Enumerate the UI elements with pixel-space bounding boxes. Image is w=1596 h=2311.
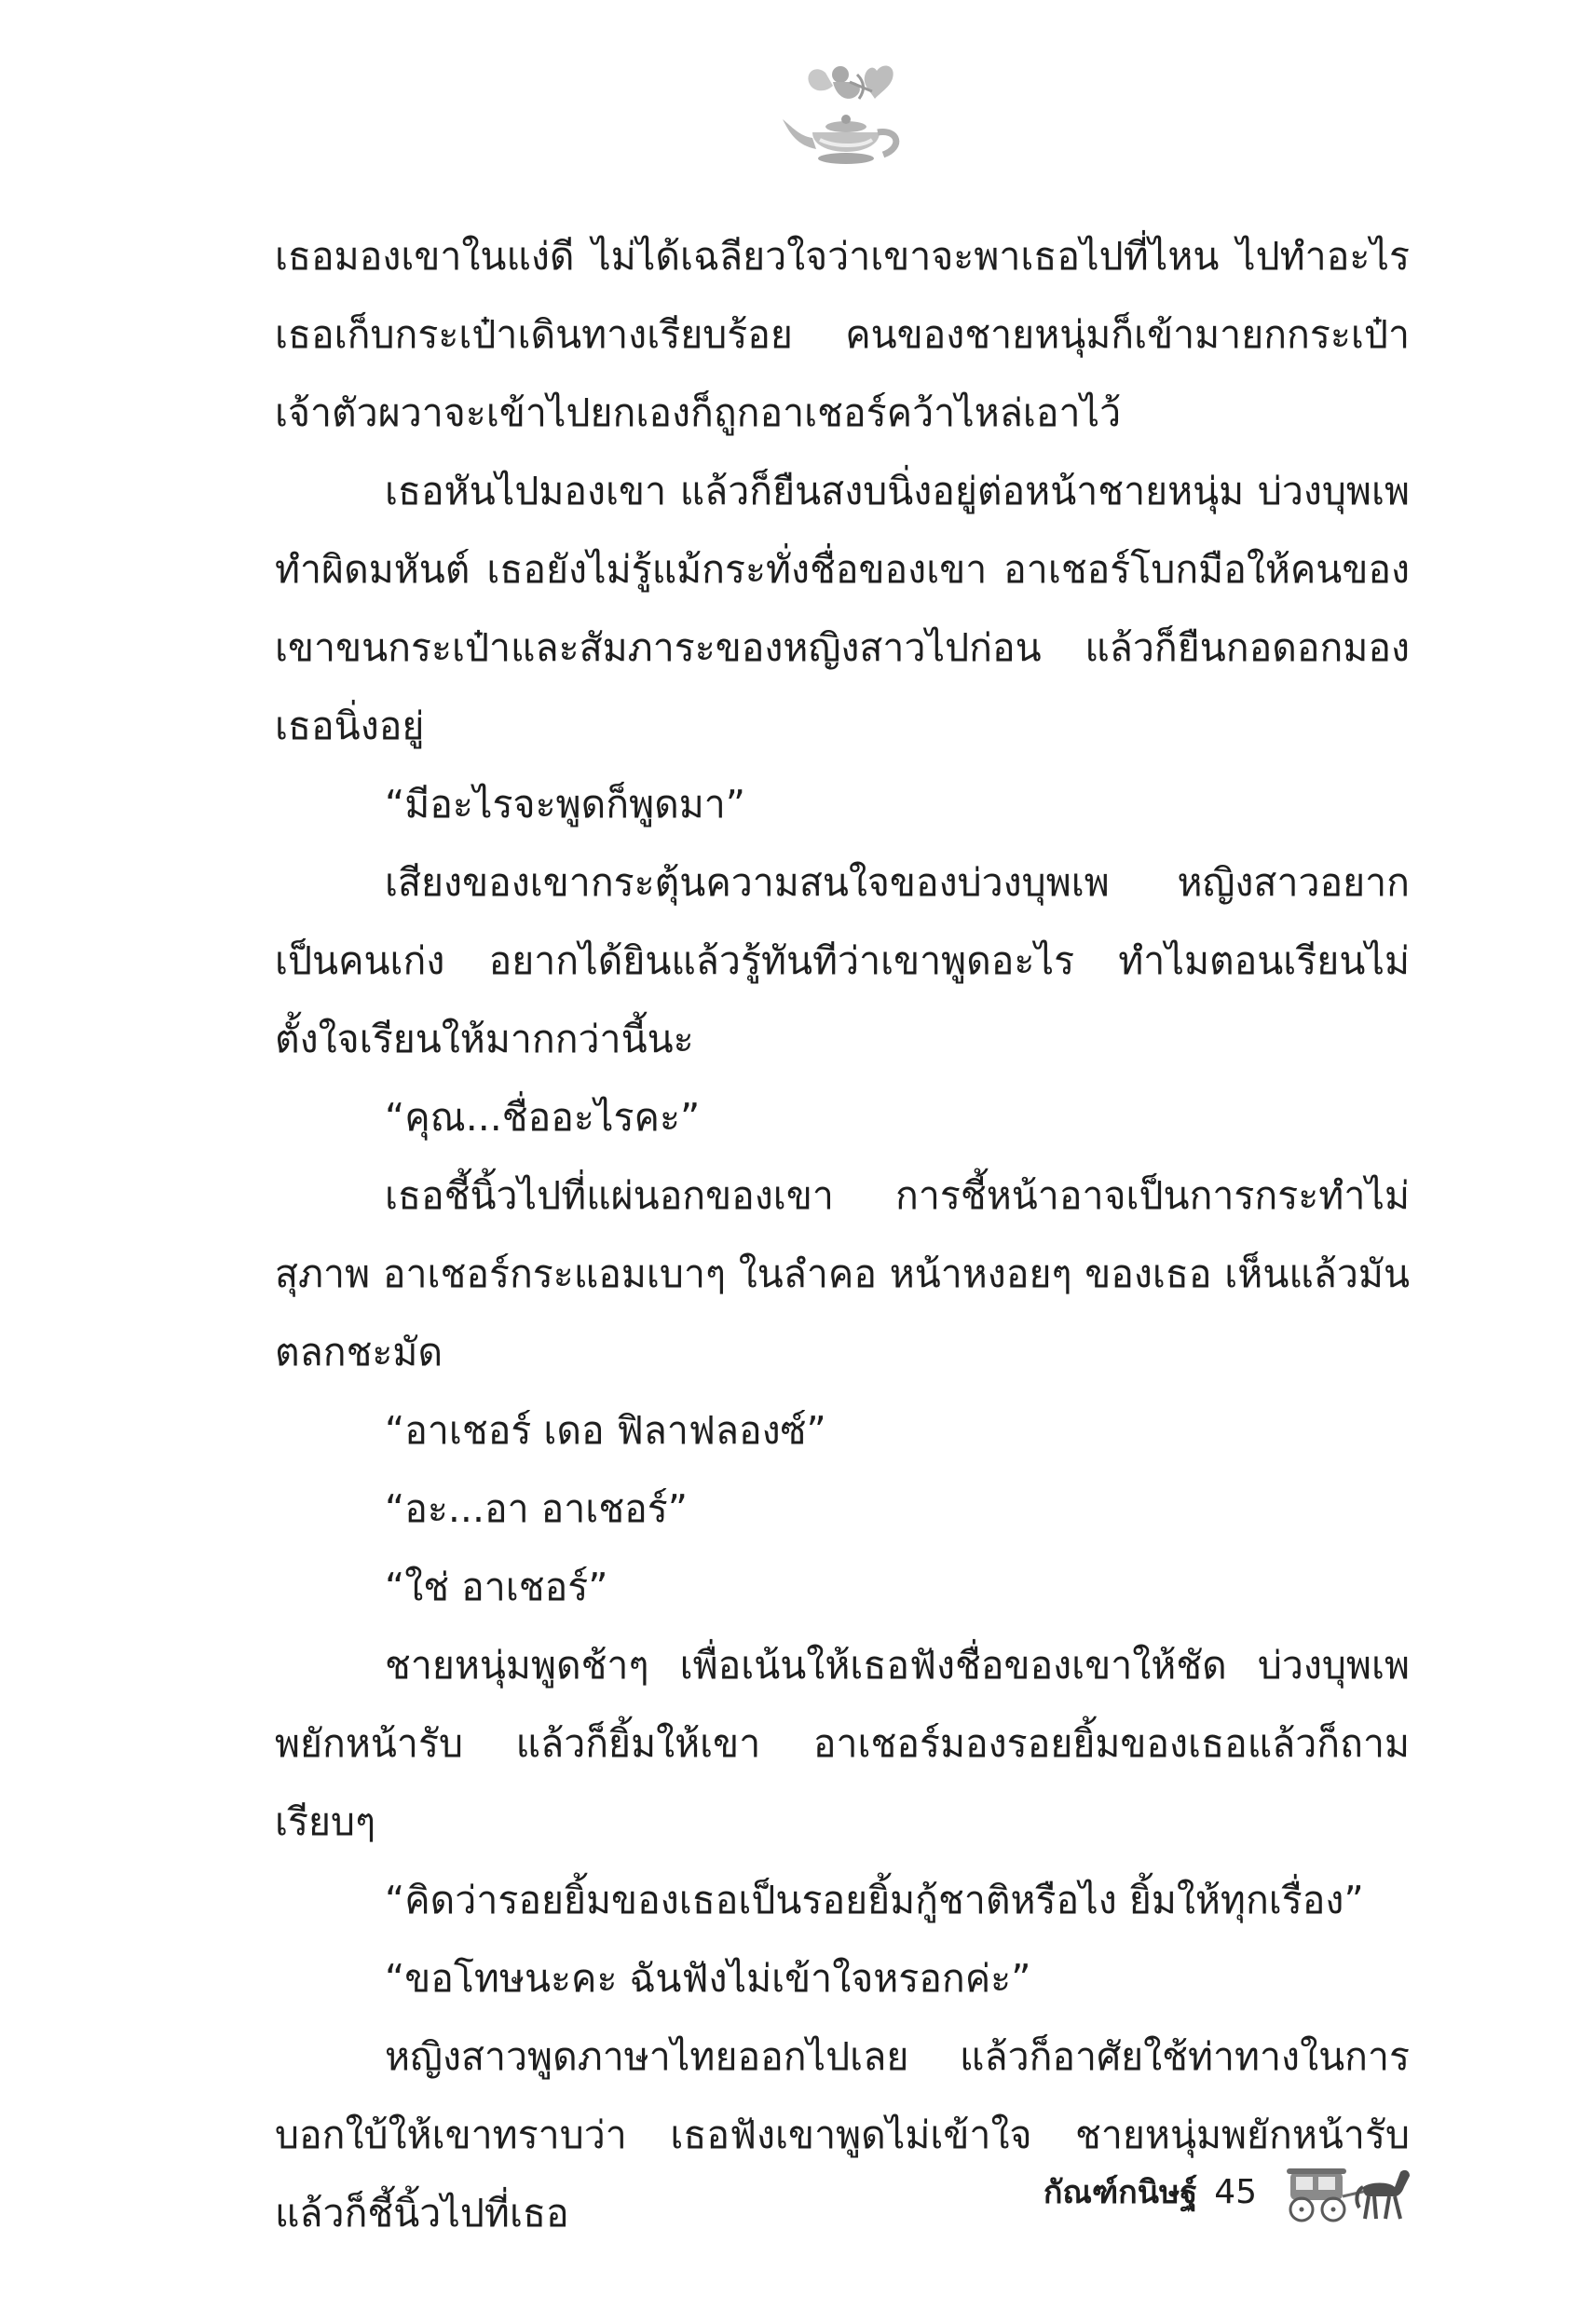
book-title: กัณฑ์กนิษฐ์ [1043,2174,1198,2211]
paragraph: เธอมองเขาในแง่ดี ไม่ได้เฉลียวใจว่าเขาจะพาเธอไปที่ไหน ไปทำอะไร เธอเก็บกระเป๋าเดินทางเรียบร้อย คนของชายหนุ่มก็เข้ามายกกระเป๋า เจ้าตัวผวาจะเข้าไปยกเองก็ถูกอาเชอร์คว้าไหล่เอาไว้ [275,234,1410,435]
dialogue-line: “ขอโทษนะคะ ฉันฟังไม่เข้าใจหรอกค่ะ” [385,1956,1031,2001]
paragraph: เธอหันไปมองเขา แล้วก็ยืนสงบนิ่งอยู่ต่อหน้าชายหนุ่ม บ่วงบุพเพทำผิดมหันต์ เธอยังไม่รู้แม้กระทั่งชื่อของเขา อาเชอร์โบกมือให้คนของเขาขนกระเป๋าและสัมภาระของหญิงสาวไปก่อน แล้วก็ยืนกอดอกมองเธอนิ่งอยู่ [275,469,1410,748]
paragraph: ชายหนุ่มพูดช้าๆ เพื่อเน้นให้เธอฟังชื่อของเขาให้ชัด บ่วงบุพเพพยักหน้ารับ แล้วก็ยิ้มให้เขา อาเชอร์มองรอยยิ้มของเธอแล้วก็ถามเรียบๆ [275,1643,1410,1844]
page-number: 45 [1214,2172,1257,2211]
page-footer [1044,2154,1413,2229]
dialogue-line: “อาเชอร์ เดอ ฟิลาฟลองซ์” [385,1408,826,1453]
dialogue-line: “ใช่ อาเชอร์” [385,1565,608,1609]
dialogue-line: “อะ...อา อาเชอร์” [385,1486,689,1531]
dialogue-line: “มีอะไรจะพูดก็พูดมา” [385,782,746,827]
paragraph: เสียงของเขากระตุ้นความสนใจของบ่วงบุพเพ หญิงสาวอยากเป็นคนเก่ง อยากได้ยินแล้วรู้ทันทีว่าเขาพูดอะไร ทำไมตอนเรียนไม่ตั้งใจเรียนให้มากกว่านี้นะ [275,860,1410,1061]
horse-carriage-icon [1285,2159,1413,2224]
dialogue-line: “คุณ...ชื่ออะไรคะ” [385,1095,701,1140]
story-text [275,217,1410,2252]
dialogue-line: “คิดว่ารอยยิ้มของเธอเป็นรอยยิ้มกู้ชาติหรือไง ยิ้มให้ทุกเรื่อง” [385,1878,1364,1922]
paragraph: เธอชี้นิ้วไปที่แผ่นอกของเขา การชี้หน้าอาจเป็นการกระทำไม่สุภาพ อาเชอร์กระแอมเบาๆ ในลำคอ หน้าหงอยๆ ของเธอ เห็นแล้วมันตลกชะมัด [275,1173,1410,1374]
teapot-cupid-icon [779,54,919,185]
paragraph: หญิงสาวพูดภาษาไทยออกไปเลย แล้วก็อาศัยใช้ท่าทางในการบอกใบ้ให้เขาทราบว่า เธอฟังเขาพูดไม่เข้าใจ ชายหนุ่มพยักหน้ารับแล้วก็ชี้นิ้วไปที่เธอ [275,2034,1410,2236]
